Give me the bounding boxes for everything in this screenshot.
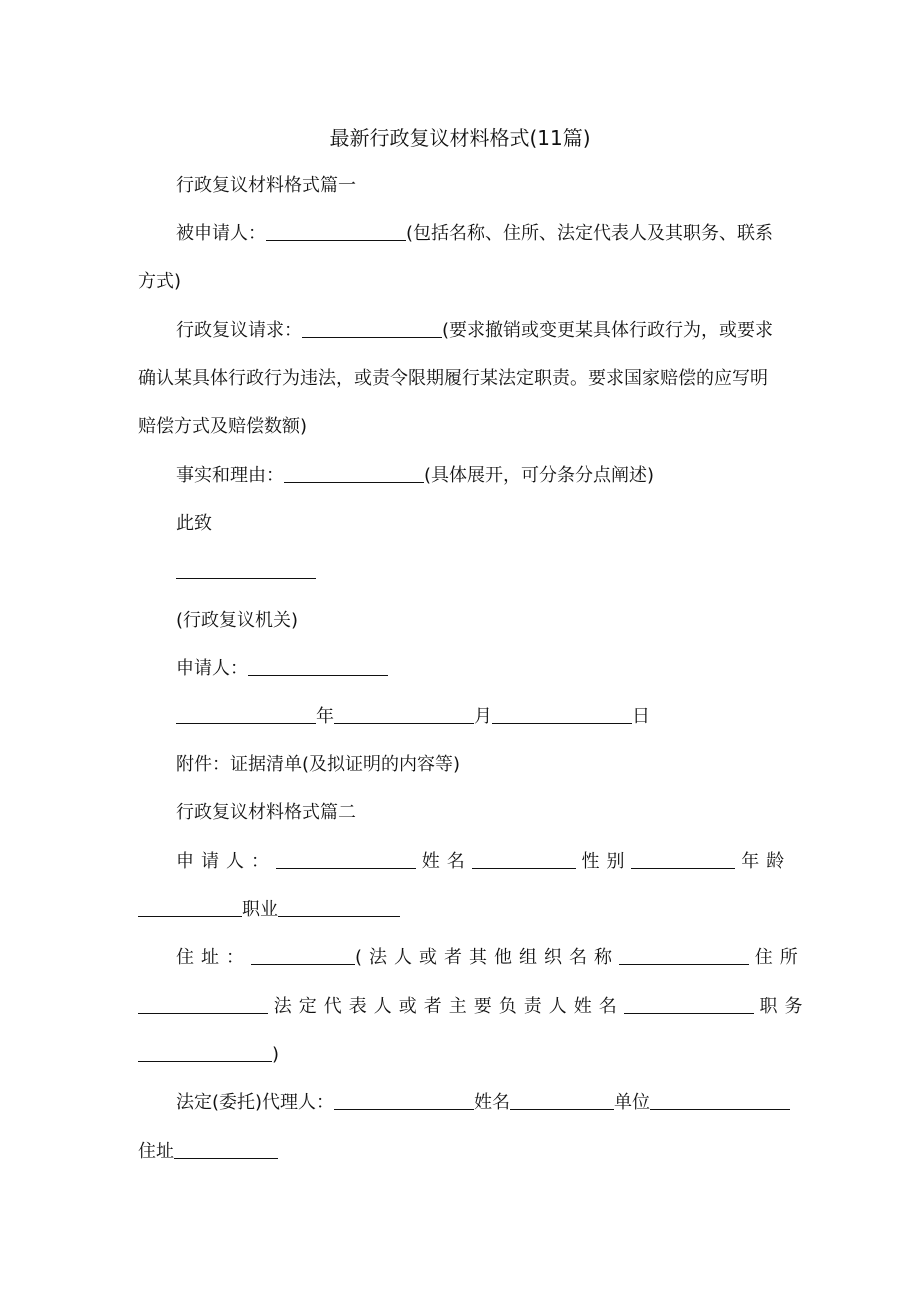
- position-blank[interactable]: [138, 1043, 272, 1062]
- request-label: 行政复议请求：: [176, 320, 302, 341]
- position-label: 职务: [759, 996, 810, 1017]
- section2-heading: 行政复议材料格式篇二: [176, 802, 356, 823]
- month-blank[interactable]: [334, 705, 474, 724]
- respondent-note: (包括名称、住所、法定代表人及其职务、联系: [406, 223, 774, 244]
- salutation: 此致: [176, 513, 212, 534]
- respondent-blank[interactable]: [266, 222, 406, 241]
- close-paren: ): [272, 1044, 280, 1065]
- occupation-blank[interactable]: [278, 898, 400, 917]
- request-blank[interactable]: [302, 319, 442, 338]
- unit-label: 单位: [614, 1092, 651, 1113]
- request-note-cont: 确认某具体行政行为违法，或责令限期履行某法定职责。要求国家赔偿的应写明: [138, 368, 768, 389]
- residence-blank[interactable]: [138, 995, 268, 1014]
- position-line: [138, 1043, 279, 1067]
- gender-blank[interactable]: [631, 850, 735, 869]
- org-note: (法人或者其他组织名称: [355, 947, 620, 968]
- name-blank[interactable]: [472, 850, 576, 869]
- agency-blank-line: [176, 560, 316, 584]
- day-label: 日: [632, 706, 650, 727]
- applicant-sign-line: [176, 657, 388, 681]
- request-note: (要求撤销或变更某具体行政行为，或要求: [442, 320, 774, 341]
- agent-blank[interactable]: [334, 1091, 474, 1110]
- year-blank[interactable]: [176, 705, 316, 724]
- attachment-line: 附件：证据清单(及拟证明的内容等): [176, 754, 461, 775]
- respondent-note-cont: 方式): [138, 271, 182, 292]
- unit-blank[interactable]: [650, 1091, 790, 1110]
- agent-label: 法定(委托)代理人：: [176, 1092, 335, 1113]
- occupation-label: 职业: [242, 899, 278, 920]
- legal-rep-label: 法定代表人或者主要负责人姓名: [273, 996, 624, 1017]
- respondent-line: [176, 222, 773, 246]
- org-name-blank[interactable]: [619, 946, 749, 965]
- agent-line: [176, 1091, 790, 1115]
- facts-blank[interactable]: [284, 464, 424, 483]
- month-label: 月: [474, 706, 492, 727]
- request-line: [176, 319, 773, 343]
- address-label: 住址：: [176, 947, 251, 968]
- agent-address-label: 住址: [138, 1141, 174, 1162]
- date-line: [176, 705, 650, 729]
- respondent-label: 被申请人：: [176, 223, 266, 244]
- agent-address-line: [138, 1140, 278, 1164]
- year-label: 年: [316, 706, 334, 727]
- day-blank[interactable]: [492, 705, 632, 724]
- facts-line: [176, 464, 654, 488]
- agent-name-blank[interactable]: [510, 1091, 614, 1110]
- legal-rep-line: [138, 995, 809, 1019]
- section1-heading: 行政复议材料格式篇一: [176, 175, 356, 196]
- agency-label: (行政复议机关): [176, 610, 299, 631]
- applicant-info-line: [176, 850, 791, 874]
- request-note-cont-2: 赔偿方式及赔偿数额): [138, 416, 308, 437]
- occupation-line: [138, 898, 400, 922]
- gender-label: 性别: [581, 851, 632, 872]
- document-title: 最新行政复议材料格式(11篇): [329, 126, 591, 150]
- applicant-blank[interactable]: [276, 850, 416, 869]
- age-blank[interactable]: [138, 898, 242, 917]
- address-blank[interactable]: [251, 946, 355, 965]
- address-line: [176, 946, 805, 970]
- residence-label: 住所: [754, 947, 805, 968]
- legal-rep-blank[interactable]: [624, 995, 754, 1014]
- name-label: 姓名: [421, 851, 472, 872]
- agent-address-blank[interactable]: [174, 1140, 278, 1159]
- applicant-label: 申请人：: [176, 851, 276, 872]
- agency-blank[interactable]: [176, 560, 316, 579]
- facts-label: 事实和理由：: [176, 465, 284, 486]
- age-label: 年龄: [741, 851, 792, 872]
- agent-name-label: 姓名: [474, 1092, 511, 1113]
- facts-note: (具体展开，可分条分点阐述): [424, 465, 655, 486]
- applicant-sign-label: 申请人：: [176, 658, 248, 679]
- applicant-sign-blank[interactable]: [248, 657, 388, 676]
